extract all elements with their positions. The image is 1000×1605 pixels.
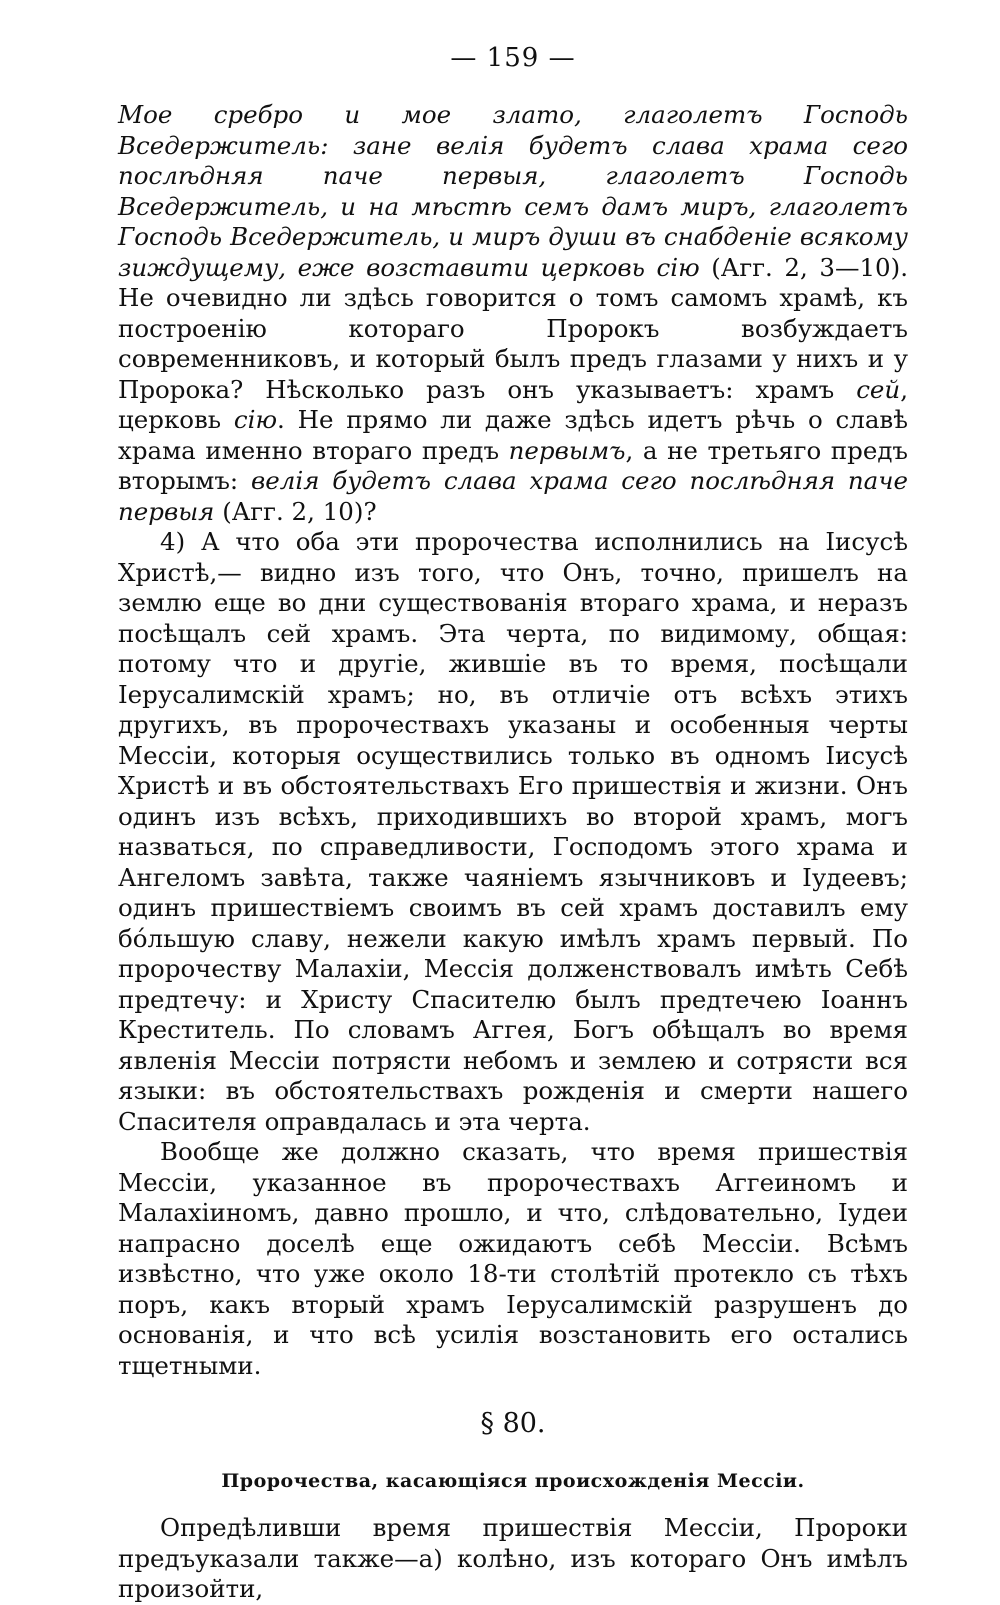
book-page — [118, 38, 908, 1605]
quote-word-pervym: первымъ — [508, 435, 626, 465]
quote-haggai: Мое сребро и мое злато, глаголетъ Господь Вседержитель: зане велія будетъ слава храма сего послѣдняя паче первыя, глаголетъ Господь Вседержитель, и на мѣстѣ семъ дамъ миръ, глаголетъ Господь Вседержитель, и миръ души въ снабденіе всякому зиждущему, еже возставити церковь сію — [118, 100, 908, 282]
paragraph-conclusion: Вообще же должно сказать, что время пришествія Мессіи, указанное въ пророчествахъ Аггеиномъ и Малахіиномъ, давно прошло, и что, слѣдовательно, Іудеи напрасно доселѣ еще ожидаютъ себѣ Мессіи. Всѣмъ извѣстно, что уже около 18-ти столѣтій протекло съ тѣхъ поръ, какъ вторый храмъ Іерусалимскій разрушенъ до основанія, и что всѣ усилія возстановить его остались тщетными. — [118, 1137, 908, 1380]
text-segment: , церковь — [118, 374, 908, 434]
paragraph-origin: Опредѣливши время пришествія Мессіи, Пророки предъуказали также—а) колѣно, изъ котораго Онъ имѣлъ произойти, — [118, 1513, 908, 1603]
text-segment: . Не прямо ли даже здѣсь идетъ рѣчь о славѣ храма именно втораго предъ — [118, 405, 909, 465]
page-number: — 159 — — [450, 43, 576, 73]
text-segment: (Агг. 2, 10)? — [214, 496, 377, 526]
quote-glory-of-temple: велія будетъ слава храма сего послѣдняя паче первыя — [118, 466, 909, 526]
paragraph-fulfillment: 4) А что оба эти пророчества исполнились на Іисусѣ Христѣ,— видно изъ того, что Онъ, точно, пришелъ на землю еще во дни существованія втораго храма, и неразъ посѣщалъ сей храмъ. Эта черта, по видимому, общая: потому что и другіе, жившіе въ то время, посѣщали Іерусалимскій храмъ; но, въ отличіе отъ всѣхъ этихъ другихъ, въ пророчествахъ указаны и особенныя черты Мессіи, которыя осуществились только въ одномъ Іисусѣ Христѣ и въ обстоятельствахъ Его пришествія и жизни. Онъ одинъ изъ всѣхъ, приходившихъ во второй храмъ, могъ назваться, по справедливости, Господомъ этого храма и Ангеломъ завѣта, также чаяніемъ язычниковъ и Іудеевъ; одинъ пришествіемъ своимъ въ сей храмъ доставилъ ему бóльшую славу, нежели какую имѣлъ храмъ первый. По пророчеству Малахіи, Мессія долженствовалъ имѣть Себѣ предтечу: и Христу Спасителю былъ предтечею Іоаннъ Креститель. По словамъ Аггея, Богъ обѣщалъ во время явленія Мессіи потрясти небомъ и землею и сотрясти вся языки: въ обстоятельствахъ рожденія и смерти нашего Спасителя оправдалась и эта черта. — [118, 527, 908, 1136]
quote-word-sei: сей — [856, 374, 901, 404]
quote-word-siyu: сію — [233, 405, 278, 434]
text-segment: , а не третьяго предъ вторымъ: — [118, 435, 908, 495]
section-number: § 80. — [480, 1408, 546, 1439]
section-title: Пророчества, касающіяся происхожденія Мессіи. — [221, 1470, 805, 1492]
paragraph-haggai-quote — [118, 100, 908, 527]
text-segment: (Агг. 2, 3—10). Не очевидно ли здѣсь говорится о томъ самомъ храмѣ, къ построенію котораго Пророкъ возбуждаетъ современниковъ, и который былъ предъ глазами у нихъ и у Пророка? Нѣсколько разъ онъ указываетъ: храмъ — [118, 252, 908, 404]
